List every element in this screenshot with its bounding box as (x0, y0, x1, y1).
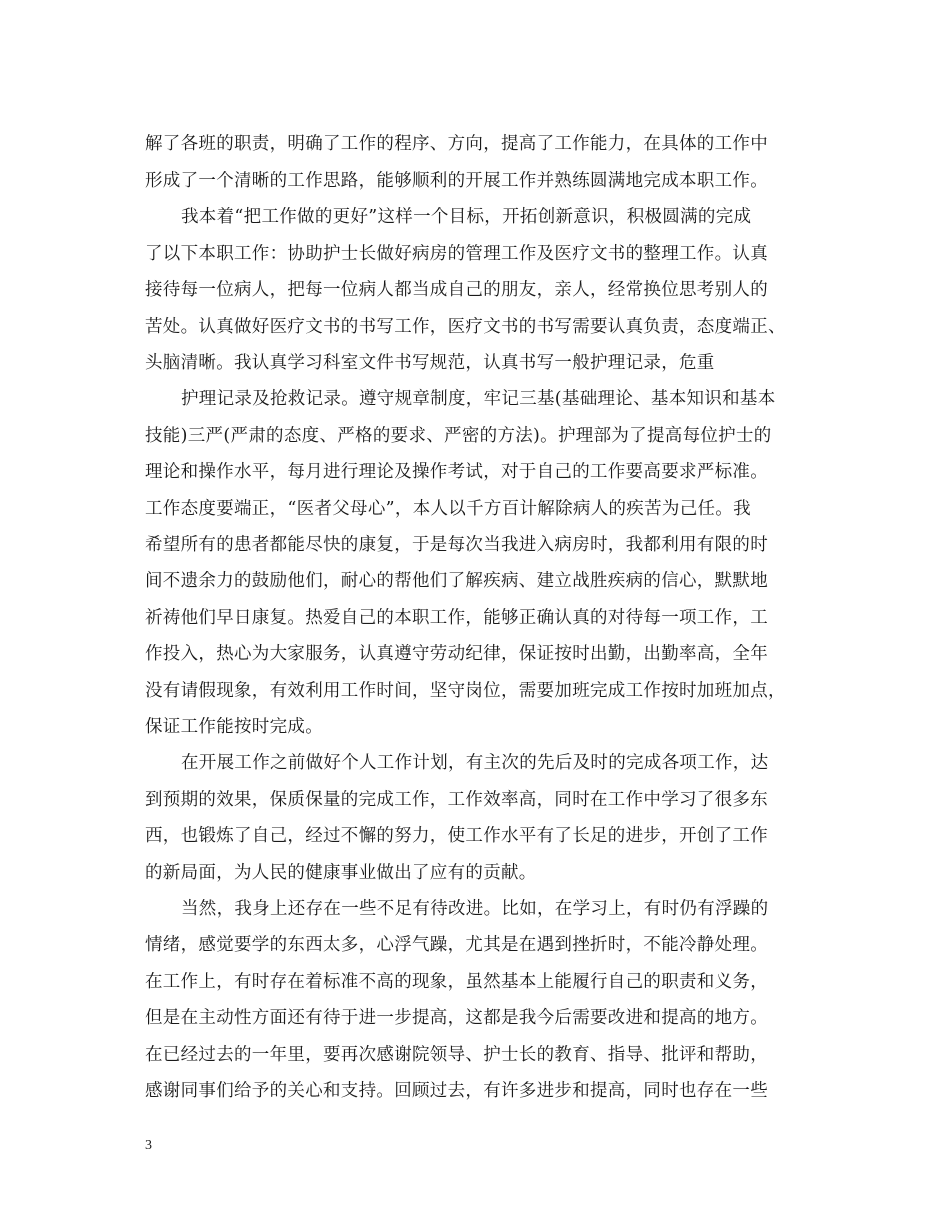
text-line: 接待每一位病人，把每一位病人都当成自己的朋友，亲人，经常换位思考别人的 (145, 280, 768, 300)
paragraph-first-line: 护理记录及抢救记录。遵守规章制度，牢记三基(基础理论、基本知识和基本 (181, 389, 776, 409)
text-line: 的新局面，为人民的健康事业做出了应有的贡献。 (145, 863, 537, 883)
text-line: 西，也锻炼了自己，经过不懈的努力，使工作水平有了长足的进步，开创了工作 (145, 826, 768, 846)
text-line: 解了各班的职责，明确了工作的程序、方向，提高了工作能力，在具体的工作中 (145, 134, 768, 154)
text-line: 在已经过去的一年里，要再次感谢院领导、护士长的教育、指导、批评和帮助， (145, 1045, 768, 1065)
text-line: 工作态度要端正，“医者父母心”，本人以千方百计解除病人的疾苦为己任。我 (145, 499, 751, 519)
text-line: 苦处。认真做好医疗文书的书写工作，医疗文书的书写需要认真负责，态度端正、 (145, 317, 786, 337)
text-line: 感谢同事们给予的关心和支持。回顾过去，有许多进步和提高，同时也存在一些 (145, 1081, 768, 1101)
text-line: 了以下本职工作：协助护士长做好病房的管理工作及医疗文书的整理工作。认真 (145, 244, 768, 264)
text-line: 没有请假现象，有效利用工作时间，坚守岗位，需要加班完成工作按时加班加点， (145, 681, 786, 701)
paragraph-first-line: 我本着“把工作做的更好”这样一个目标，开拓创新意识，积极圆满的完成 (181, 207, 752, 227)
text-line: 在工作上，有时存在着标准不高的现象，虽然基本上能履行自己的职责和义务， (145, 972, 768, 992)
text-line: 到预期的效果，保质保量的完成工作，工作效率高，同时在工作中学习了很多东 (145, 790, 768, 810)
text-line: 但是在主动性方面还有待于进一步提高，这都是我今后需要改进和提高的地方。 (145, 1008, 768, 1028)
text-line: 间不遗余力的鼓励他们，耐心的帮他们了解疾病、建立战胜疾病的信心，默默地 (145, 571, 768, 591)
page-number: 3 (145, 1138, 152, 1153)
text-line: 作投入，热心为大家服务，认真遵守劳动纪律，保证按时出勤，出勤率高，全年 (145, 644, 768, 664)
text-line: 理论和操作水平，每月进行理论及操作考试，对于自己的工作要高要求严标准。 (145, 462, 768, 482)
text-line: 祈祷他们早日康复。热爱自己的本职工作，能够正确认真的对待每一项工作，工 (145, 608, 768, 628)
text-line: 保证工作能按时完成。 (145, 717, 323, 737)
paragraph-first-line: 当然，我身上还存在一些不足有待改进。比如，在学习上，有时仍有浮躁的 (181, 899, 769, 919)
text-line: 情绪，感觉要学的东西太多，心浮气躁，尤其是在遇到挫折时，不能冷静处理。 (145, 935, 768, 955)
text-line: 希望所有的患者都能尽快的康复，于是每次当我进入病房时，我都利用有限的时 (145, 535, 768, 555)
text-line: 形成了一个清晰的工作思路，能够顺利的开展工作并熟练圆满地完成本职工作。 (145, 171, 768, 191)
paragraph-first-line: 在开展工作之前做好个人工作计划，有主次的先后及时的完成各项工作，达 (181, 753, 769, 773)
text-line: 头脑清晰。我认真学习科室文件书写规范，认真书写一般护理记录，危重 (145, 353, 715, 373)
text-line: 技能)三严(严肃的态度、严格的要求、严密的方法)。护理部为了提高每位护士的 (145, 426, 772, 446)
